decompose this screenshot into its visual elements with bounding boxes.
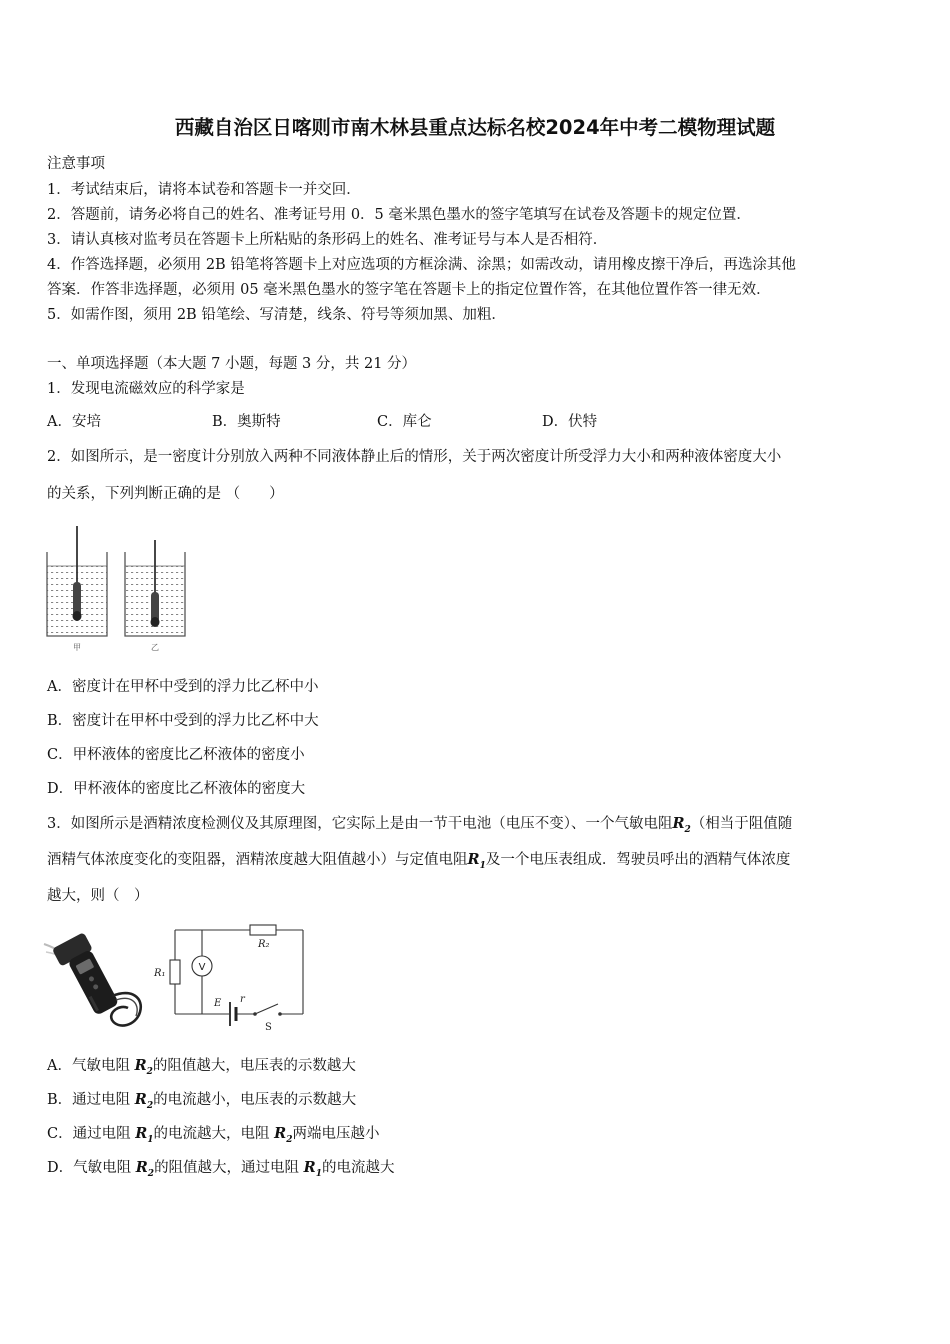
q1-option-c: C．库仑 — [377, 414, 432, 430]
notice-item-2: 2．答题前，请务必将自己的姓名、准考证号用 0．5 毫米黑色墨水的签字笔填写在试卷及答题卡的规定位置． — [47, 207, 751, 223]
voltmeter-label: V — [198, 962, 206, 973]
q1-option-a: A．安培 — [47, 414, 101, 430]
r1-label: R₁ — [154, 968, 166, 979]
r2-symbol: $R_2$ — [672, 815, 691, 835]
q2-stem-line2: 的关系，下列判断正确的是 （ ） — [47, 486, 284, 502]
circuit-diagram — [150, 920, 310, 1032]
q3-option-c: C．通过电阻 $R_1$的电流越大，电阻 $R_2$两端电压越小 — [47, 1125, 380, 1145]
beaker-yi — [125, 540, 185, 636]
q3-stem-line3: 越大，则（ ） — [47, 888, 149, 904]
switch-label: S — [265, 1022, 272, 1032]
hydrometer-figure — [45, 522, 190, 652]
resistor-r1-symbol — [170, 960, 180, 984]
notice-item-5: 5．如需作图，须用 2B 铅笔绘、写清楚，线条、符号等须加黑、加粗． — [47, 307, 506, 323]
q2-option-b: B．密度计在甲杯中受到的浮力比乙杯中大 — [47, 713, 319, 729]
beaker-jia — [47, 526, 107, 636]
q3-option-a: A．气敏电阻 $R_2$的阻值越大，电压表的示数越大 — [47, 1057, 356, 1077]
q3-stem-line1 — [47, 812, 792, 835]
q3-stem-line2-b: 及一个电压表组成．驾驶员呼出的酒精气体浓度 — [485, 852, 791, 868]
breathalyzer-device-image — [40, 924, 155, 1036]
q2-option-a: A．密度计在甲杯中受到的浮力比乙杯中小 — [47, 679, 319, 695]
q2-option-c: C．甲杯液体的密度比乙杯液体的密度小 — [47, 747, 305, 763]
q2-option-d: D．甲杯液体的密度比乙杯液体的密度大 — [47, 781, 306, 797]
q2-stem-line1: 2．如图所示，是一密度计分别放入两种不同液体静止后的情形，关于两次密度计所受浮力大小和两种液体密度大小 — [47, 449, 782, 465]
q3-stem-line1-a: 3．如图所示是酒精浓度检测仪及其原理图，它实际上是由一节干电池（电压不变）、一个气敏电阻 — [47, 816, 673, 832]
beaker-yi-label: 乙 — [151, 643, 159, 652]
r1-symbol: $R_1$ — [467, 851, 486, 871]
notice-item-1: 1．考试结束后，请将本试卷和答题卡一并交回． — [47, 182, 361, 198]
q1-option-d: D．伏特 — [542, 414, 598, 430]
q3-option-b: B．通过电阻 $R_2$的电流越小，电压表的示数越大 — [47, 1091, 357, 1111]
q3-stem-line1-b: （相当于阻值随 — [690, 816, 793, 832]
q3-stem-line2-a: 酒精气体浓度变化的变阻器，酒精浓度越大阻值越小）与定值电阻 — [47, 852, 468, 868]
battery-symbol — [230, 1002, 236, 1026]
resistor-r2-symbol — [250, 925, 276, 935]
notice-heading: 注意事项 — [47, 156, 105, 172]
q3-option-d: D．气敏电阻 $R_2$的阻值越大，通过电阻 $R_1$的电流越大 — [47, 1159, 395, 1179]
q1-stem: 1．发现电流磁效应的科学家是 — [47, 381, 245, 397]
r2-label: R₂ — [258, 939, 270, 950]
notice-item-4: 4．作答选择题，必须用 2B 铅笔将答题卡上对应选项的方框涂满、涂黑；如需改动，请用橡皮擦干净后，再选涂其他 — [47, 257, 796, 273]
notice-item-4-cont: 答案．作答非选择题，必须用 05 毫米黑色墨水的签字笔在答题卡上的指定位置作答，在其他位置作答一律无效． — [47, 282, 771, 298]
notice-item-3: 3．请认真核对监考员在答题卡上所粘贴的条形码上的姓名、准考证号与本人是否相符． — [47, 232, 608, 248]
q1-option-b: B．奥斯特 — [212, 414, 281, 430]
emf-label: E — [214, 998, 222, 1009]
section-heading: 一、单项选择题（本大题 7 小题，每题 3 分，共 21 分） — [47, 356, 417, 372]
page-title: 西藏自治区日喀则市南木林县重点达标名校2024年中考二模物理试题 — [174, 116, 776, 139]
internal-resistance-label: r — [240, 994, 245, 1005]
q3-stem-line2 — [47, 848, 790, 871]
beaker-jia-label: 甲 — [73, 643, 81, 652]
